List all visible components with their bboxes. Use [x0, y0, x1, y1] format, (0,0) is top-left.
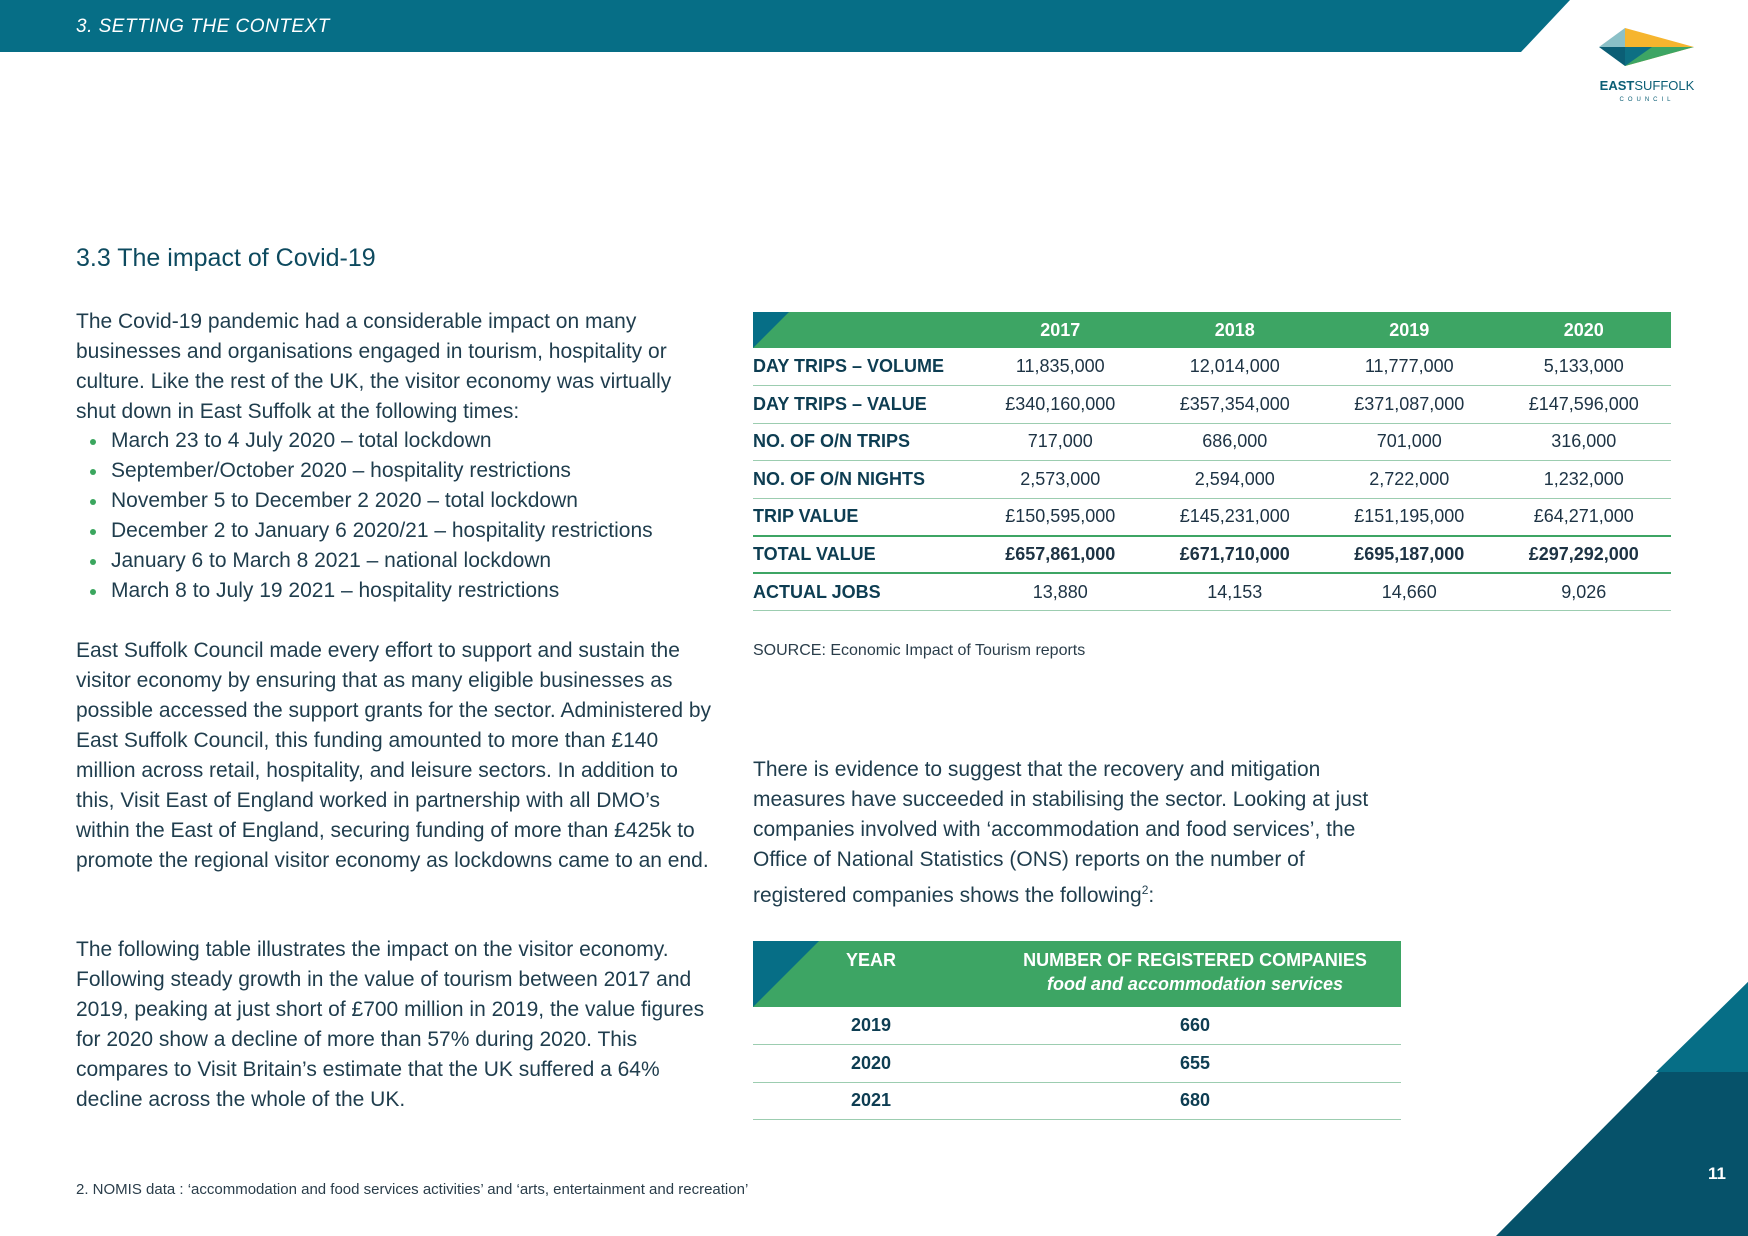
registered-companies-table — [753, 941, 1401, 1120]
corner-decoration — [1496, 982, 1748, 1236]
table-cell: 316,000 — [1497, 423, 1672, 461]
list-item: September/October 2020 – hospitality restrictions — [76, 456, 653, 486]
table-cell: 13,880 — [973, 573, 1148, 611]
list-item: December 2 to January 6 2020/21 – hospitality restrictions — [76, 516, 653, 546]
table-cell-year: 2020 — [753, 1045, 989, 1083]
logo-wordmark: EASTSUFFOLK — [1599, 78, 1695, 93]
list-item: March 8 to July 19 2021 – hospitality restrictions — [76, 576, 653, 606]
table-header-row — [753, 941, 1401, 1007]
row-label: TRIP VALUE — [753, 498, 973, 536]
table-cell: £695,187,000 — [1322, 536, 1497, 574]
table-cell: £147,596,000 — [1497, 386, 1672, 424]
table-cell: 1,232,000 — [1497, 461, 1672, 499]
table-cell: 2,722,000 — [1322, 461, 1497, 499]
table-row-total — [753, 536, 1671, 574]
table-row — [753, 498, 1671, 536]
table-cell-count: 655 — [989, 1045, 1401, 1083]
column-header-year: YEAR — [753, 941, 989, 1007]
intro-paragraph: The Covid-19 pandemic had a considerable impact on many businesses and organisations engaged in tourism, hospitality or culture. Like the rest of the UK, the visitor economy was virtually shut down in East Suffolk at the following times: — [76, 310, 672, 423]
table-row — [753, 386, 1671, 424]
table-cell: £357,354,000 — [1148, 386, 1323, 424]
row-label: ACTUAL JOBS — [753, 573, 973, 611]
section-title: 3.3 The impact of Covid-19 — [76, 244, 376, 272]
east-suffolk-logo-icon — [1592, 26, 1702, 106]
table-cell-year: 2021 — [753, 1082, 989, 1120]
table-cell: £64,271,000 — [1497, 498, 1672, 536]
column-header-subtitle: food and accommodation services — [1046, 974, 1344, 994]
table-cell: 701,000 — [1322, 423, 1497, 461]
table-cell: £297,292,000 — [1497, 536, 1672, 574]
list-item: November 5 to December 2 2020 – total lockdown — [76, 486, 653, 516]
table-cell: 14,660 — [1322, 573, 1497, 611]
corner-triangle-icon — [753, 312, 789, 348]
column-header-year: 2017 — [973, 312, 1148, 348]
row-label: DAY TRIPS – VALUE — [753, 386, 973, 424]
column-header-year: 2020 — [1497, 312, 1672, 348]
table-cell: 717,000 — [973, 423, 1148, 461]
table-header-row — [753, 312, 1671, 348]
logo-subtitle: COUNCIL — [1619, 97, 1675, 103]
table-cell: 9,026 — [1497, 573, 1672, 611]
table-cell: 5,133,000 — [1497, 348, 1672, 386]
column-header-count: NUMBER OF REGISTERED COMPANIES food and accommodation services — [989, 941, 1401, 1007]
table-cell: £150,595,000 — [973, 498, 1148, 536]
table-row — [753, 1045, 1401, 1083]
table-corner — [753, 312, 973, 348]
corner-triangle-icon — [753, 941, 819, 1007]
row-label: NO. OF O/N TRIPS — [753, 423, 973, 461]
table-cell: 11,835,000 — [973, 348, 1148, 386]
tourism-impact-table — [753, 312, 1671, 611]
row-label: NO. OF O/N NIGHTS — [753, 461, 973, 499]
table-cell-count: 680 — [989, 1082, 1401, 1120]
table-row — [753, 1082, 1401, 1120]
footnote: 2. NOMIS data : ‘accommodation and food services activities’ and ‘arts, entertainment and recreation’ — [76, 1181, 749, 1198]
table-cell: £145,231,000 — [1148, 498, 1323, 536]
table-cell: £371,087,000 — [1322, 386, 1497, 424]
column-header-year: 2018 — [1148, 312, 1323, 348]
table-cell: 14,153 — [1148, 573, 1323, 611]
table-cell: £151,195,000 — [1322, 498, 1497, 536]
table-row — [753, 1007, 1401, 1045]
lockdown-list — [76, 426, 653, 606]
table-cell: £340,160,000 — [973, 386, 1148, 424]
header-section-label: 3. SETTING THE CONTEXT — [76, 16, 330, 37]
row-label: DAY TRIPS – VOLUME — [753, 348, 973, 386]
table-cell: 2,594,000 — [1148, 461, 1323, 499]
table-row — [753, 423, 1671, 461]
table-cell: £671,710,000 — [1148, 536, 1323, 574]
column-header-year: 2019 — [1322, 312, 1497, 348]
table-cell: 686,000 — [1148, 423, 1323, 461]
table-cell-count: 660 — [989, 1007, 1401, 1045]
recovery-paragraph: There is evidence to suggest that the recovery and mitigation measures have succeeded in stabilising the sector. Looking at just companies involved with ‘accommodation and food services’, the Office of National Statistics (ONS) reports on the number of registered companies shows the following$^2$: — [753, 758, 1369, 907]
table-cell: 11,777,000 — [1322, 348, 1497, 386]
table-cell-year: 2019 — [753, 1007, 989, 1045]
table-cell: 12,014,000 — [1148, 348, 1323, 386]
footnote-ref: 2 — [1141, 883, 1149, 897]
table-cell: 2,573,000 — [973, 461, 1148, 499]
list-item: March 23 to 4 July 2020 – total lockdown — [76, 426, 653, 456]
table-intro-paragraph: The following table illustrates the impact on the visitor economy. Following steady growth in the value of tourism between 2017 and 2019, peaking at just short of £700 million in 2019, the value figures for 2020 show a decline of more than 57% during 2020. This compares to Visit Britain’s estimate that the UK suffered a 64% decline across the whole of the UK. — [76, 938, 705, 1111]
table-source: SOURCE: Economic Impact of Tourism reports — [753, 642, 1086, 659]
table-row — [753, 461, 1671, 499]
table-cell: £657,861,000 — [973, 536, 1148, 574]
table-row — [753, 348, 1671, 386]
list-item: January 6 to March 8 2021 – national lockdown — [76, 546, 653, 576]
row-label: TOTAL VALUE — [753, 536, 973, 574]
support-paragraph: East Suffolk Council made every effort to support and sustain the visitor economy by ensuring that as many eligible businesses as possible accessed the support grants for the sector. Administered by East Suffolk Council, this funding amounted to more than £140 million across retail, hospitality, and leisure sectors. In addition to this, Visit East of England worked in partnership with all DMO’s within the East of England, securing funding of more than £425k to promote the regional visitor economy as lockdowns came to an end. — [76, 639, 712, 872]
table-row — [753, 573, 1671, 611]
page-number: 11 — [1708, 1164, 1726, 1183]
